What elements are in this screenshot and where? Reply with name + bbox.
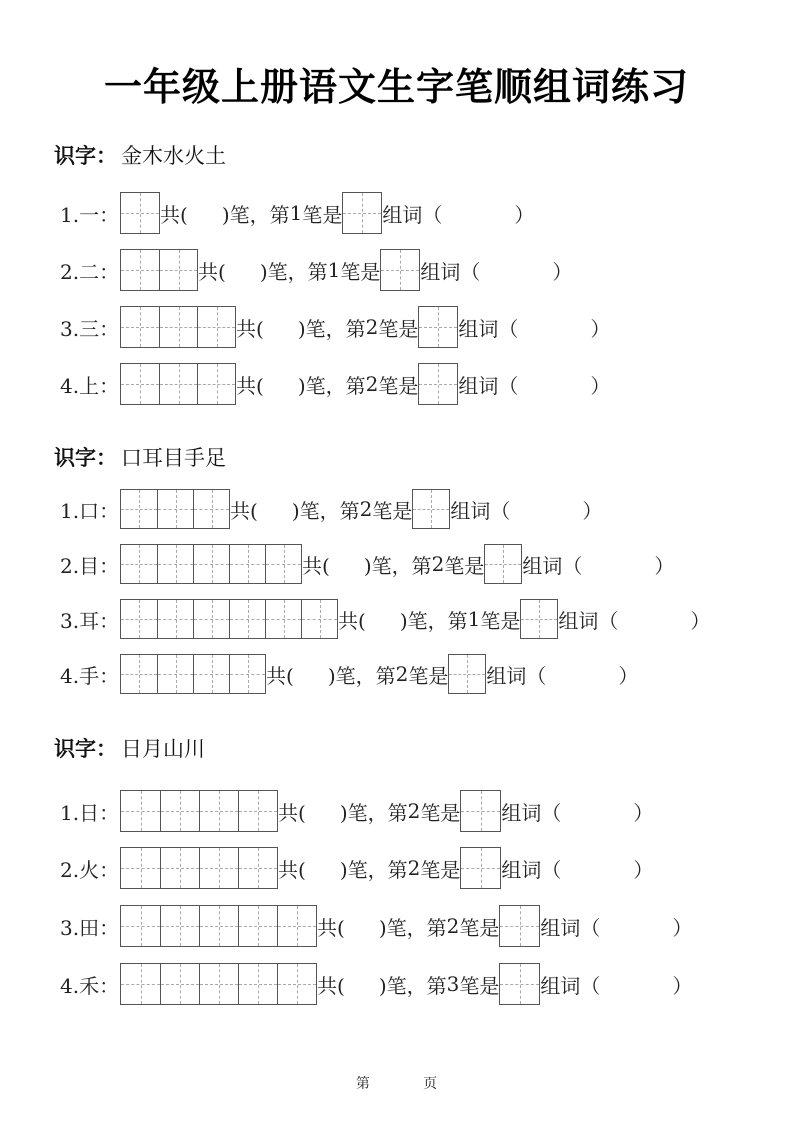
total-strokes-suffix: )笔，第 <box>259 259 328 284</box>
word-group-suffix: ） <box>672 973 693 998</box>
stroke-answer-grid <box>460 847 501 889</box>
stroke-answer-cell[interactable] <box>449 655 485 693</box>
stroke-index: 1 <box>467 607 481 631</box>
stroke-answer-cell[interactable] <box>500 964 539 1004</box>
footer-page-prefix: 第 <box>355 1076 370 1092</box>
stroke-writing-cell[interactable] <box>197 364 235 404</box>
stroke-writing-cell[interactable] <box>199 791 238 831</box>
stroke-answer-cell[interactable] <box>413 490 449 528</box>
stroke-answer-grid <box>484 544 522 584</box>
total-strokes-prefix: 共( <box>236 373 264 398</box>
footer-page-number-blank[interactable] <box>394 1076 398 1092</box>
section-heading-1 <box>54 140 226 170</box>
stroke-index-suffix: 笔是 <box>480 608 521 633</box>
stroke-writing-cell[interactable] <box>199 906 238 946</box>
stroke-writing-cell[interactable] <box>121 250 159 290</box>
stroke-order-grid <box>120 847 278 889</box>
stroke-index: 3 <box>446 972 460 996</box>
total-strokes-prefix: 共( <box>317 915 345 940</box>
word-group-suffix: ） <box>552 259 573 284</box>
total-strokes-prefix: 共( <box>160 202 188 227</box>
word-group-suffix: ） <box>633 857 654 882</box>
section-chars: 金木水火土 <box>121 144 226 168</box>
stroke-answer-cell[interactable] <box>343 193 381 233</box>
word-group-prefix: 组词（ <box>540 915 601 940</box>
stroke-writing-cell[interactable] <box>157 490 193 528</box>
stroke-index-suffix: 笔是 <box>408 663 449 688</box>
word-group-prefix: 组词（ <box>486 663 547 688</box>
stroke-writing-cell[interactable] <box>157 545 193 583</box>
stroke-index-suffix: 笔是 <box>378 373 419 398</box>
word-group-suffix: ） <box>590 373 611 398</box>
stroke-answer-grid <box>418 363 458 405</box>
stroke-order-grid <box>120 654 266 694</box>
stroke-index-suffix: 笔是 <box>302 202 343 227</box>
exercise-number: 4.手： <box>60 663 120 688</box>
word-group-prefix: 组词（ <box>501 800 562 825</box>
stroke-writing-cell[interactable] <box>159 307 197 347</box>
exercise-number: 1.日： <box>60 800 120 825</box>
exercise-row <box>60 544 674 584</box>
stroke-order-grid <box>120 905 317 947</box>
word-group-prefix: 组词（ <box>501 857 562 882</box>
stroke-writing-cell[interactable] <box>199 964 238 1004</box>
stroke-index-suffix: 笔是 <box>340 259 381 284</box>
stroke-writing-cell[interactable] <box>160 848 199 888</box>
exercise-row <box>60 654 638 694</box>
stroke-answer-grid <box>380 249 420 291</box>
stroke-answer-cell[interactable] <box>419 307 457 347</box>
stroke-writing-cell[interactable] <box>229 600 265 638</box>
stroke-writing-cell[interactable] <box>265 600 301 638</box>
stroke-answer-cell[interactable] <box>381 250 419 290</box>
stroke-writing-cell[interactable] <box>121 307 159 347</box>
word-group-suffix: ） <box>514 202 535 227</box>
exercise-number: 2.目： <box>60 553 120 578</box>
word-group-suffix: ） <box>582 498 603 523</box>
stroke-answer-grid <box>412 489 450 529</box>
section-heading-3 <box>54 733 205 763</box>
total-strokes-prefix: 共( <box>198 259 226 284</box>
stroke-writing-cell[interactable] <box>160 791 199 831</box>
exercise-row <box>60 192 534 234</box>
word-group-prefix: 组词（ <box>450 498 511 523</box>
exercise-number: 2.火： <box>60 857 120 882</box>
exercise-row <box>60 363 610 405</box>
stroke-index: 2 <box>446 914 460 938</box>
total-strokes-prefix: 共( <box>266 663 294 688</box>
stroke-answer-cell[interactable] <box>500 906 539 946</box>
exercise-row <box>60 306 610 348</box>
exercise-row <box>60 790 653 832</box>
stroke-order-grid <box>120 306 236 348</box>
stroke-writing-cell[interactable] <box>160 906 199 946</box>
total-strokes-suffix: )笔，第 <box>221 202 290 227</box>
total-strokes-prefix: 共( <box>317 973 345 998</box>
stroke-index-suffix: 笔是 <box>420 800 461 825</box>
stroke-answer-grid <box>520 599 558 639</box>
stroke-order-grid <box>120 192 160 234</box>
stroke-order-grid <box>120 599 338 639</box>
section-label: 识字： <box>54 446 117 470</box>
stroke-order-grid <box>120 544 302 584</box>
exercise-row <box>60 249 572 291</box>
stroke-writing-cell[interactable] <box>121 906 160 946</box>
stroke-writing-cell[interactable] <box>121 193 159 233</box>
word-group-prefix: 组词（ <box>382 202 443 227</box>
stroke-writing-cell[interactable] <box>121 848 160 888</box>
stroke-writing-cell[interactable] <box>121 600 157 638</box>
exercise-row <box>60 847 653 889</box>
stroke-index: 1 <box>289 201 303 225</box>
stroke-writing-cell[interactable] <box>238 906 277 946</box>
stroke-index: 2 <box>359 497 373 521</box>
stroke-answer-grid <box>418 306 458 348</box>
stroke-writing-cell[interactable] <box>197 307 235 347</box>
word-group-suffix: ） <box>690 608 711 633</box>
exercise-number: 1.口： <box>60 498 120 523</box>
word-group-suffix: ） <box>672 915 693 940</box>
word-group-suffix: ） <box>618 663 639 688</box>
stroke-index: 2 <box>407 856 421 880</box>
exercise-number: 3.田： <box>60 915 120 940</box>
total-strokes-suffix: )笔，第 <box>378 915 447 940</box>
section-label: 识字： <box>54 144 117 168</box>
total-strokes-suffix: )笔，第 <box>291 498 360 523</box>
total-strokes-suffix: )笔，第 <box>339 800 408 825</box>
stroke-order-grid <box>120 790 278 832</box>
section-heading-2 <box>54 442 226 472</box>
exercise-row <box>60 963 692 1005</box>
exercise-row <box>60 489 602 529</box>
total-strokes-prefix: 共( <box>230 498 258 523</box>
stroke-writing-cell[interactable] <box>121 545 157 583</box>
stroke-writing-cell[interactable] <box>238 964 277 1004</box>
stroke-answer-cell[interactable] <box>521 600 557 638</box>
word-group-suffix: ） <box>590 316 611 341</box>
stroke-writing-cell[interactable] <box>159 364 197 404</box>
total-strokes-suffix: )笔，第 <box>399 608 468 633</box>
stroke-writing-cell[interactable] <box>121 490 157 528</box>
total-strokes-prefix: 共( <box>236 316 264 341</box>
exercise-row <box>60 599 710 639</box>
word-group-prefix: 组词（ <box>458 373 519 398</box>
total-strokes-prefix: 共( <box>338 608 366 633</box>
stroke-order-grid <box>120 489 230 529</box>
exercise-number: 3.三： <box>60 316 120 341</box>
total-strokes-prefix: 共( <box>302 553 330 578</box>
stroke-writing-cell[interactable] <box>193 490 229 528</box>
stroke-index-suffix: 笔是 <box>420 857 461 882</box>
stroke-answer-cell[interactable] <box>485 545 521 583</box>
stroke-writing-cell[interactable] <box>238 791 277 831</box>
total-strokes-suffix: )笔，第 <box>297 316 366 341</box>
total-strokes-suffix: )笔，第 <box>378 973 447 998</box>
total-strokes-suffix: )笔，第 <box>363 553 432 578</box>
stroke-writing-cell[interactable] <box>277 964 316 1004</box>
total-strokes-prefix: 共( <box>278 800 306 825</box>
stroke-answer-cell[interactable] <box>419 364 457 404</box>
stroke-writing-cell[interactable] <box>193 545 229 583</box>
stroke-writing-cell[interactable] <box>238 848 277 888</box>
page-title: 一年级上册语文生字笔顺组词练习 <box>103 65 689 109</box>
stroke-answer-grid <box>499 963 540 1005</box>
stroke-writing-cell[interactable] <box>301 600 337 638</box>
word-group-suffix: ） <box>654 553 675 578</box>
total-strokes-suffix: )笔，第 <box>339 857 408 882</box>
exercise-number: 4.上： <box>60 373 120 398</box>
word-group-prefix: 组词（ <box>420 259 481 284</box>
stroke-writing-cell[interactable] <box>157 600 193 638</box>
stroke-order-grid <box>120 363 236 405</box>
stroke-index: 2 <box>365 315 379 339</box>
total-strokes-suffix: )笔，第 <box>297 373 366 398</box>
exercise-number: 4.禾： <box>60 973 120 998</box>
footer-page-suffix: 页 <box>423 1076 438 1092</box>
word-group-prefix: 组词（ <box>558 608 619 633</box>
stroke-writing-cell[interactable] <box>121 655 157 693</box>
stroke-index: 2 <box>407 799 421 823</box>
stroke-order-grid <box>120 249 198 291</box>
section-label: 识字： <box>54 737 117 761</box>
page-footer <box>0 1073 793 1093</box>
stroke-answer-grid <box>448 654 486 694</box>
stroke-writing-cell[interactable] <box>157 655 193 693</box>
stroke-writing-cell[interactable] <box>160 964 199 1004</box>
section-chars: 日月山川 <box>121 737 205 761</box>
stroke-answer-cell[interactable] <box>461 848 500 888</box>
exercise-number: 1.一： <box>60 202 120 227</box>
total-strokes-prefix: 共( <box>278 857 306 882</box>
stroke-answer-grid <box>342 192 382 234</box>
total-strokes-suffix: )笔，第 <box>327 663 396 688</box>
word-group-prefix: 组词（ <box>540 973 601 998</box>
stroke-index: 1 <box>327 258 341 282</box>
stroke-index-suffix: 笔是 <box>378 316 419 341</box>
stroke-writing-cell[interactable] <box>121 364 159 404</box>
stroke-answer-cell[interactable] <box>461 791 500 831</box>
stroke-order-grid <box>120 963 317 1005</box>
stroke-index-suffix: 笔是 <box>444 553 485 578</box>
stroke-answer-grid <box>499 905 540 947</box>
stroke-index: 2 <box>431 552 445 576</box>
word-group-prefix: 组词（ <box>522 553 583 578</box>
stroke-answer-grid <box>460 790 501 832</box>
stroke-index: 2 <box>395 662 409 686</box>
stroke-index-suffix: 笔是 <box>372 498 413 523</box>
stroke-index-suffix: 笔是 <box>459 973 500 998</box>
stroke-writing-cell[interactable] <box>193 600 229 638</box>
word-group-prefix: 组词（ <box>458 316 519 341</box>
stroke-writing-cell[interactable] <box>199 848 238 888</box>
section-chars: 口耳目手足 <box>121 446 226 470</box>
exercise-row <box>60 905 692 947</box>
stroke-writing-cell[interactable] <box>121 964 160 1004</box>
stroke-writing-cell[interactable] <box>159 250 197 290</box>
stroke-index: 2 <box>365 372 379 396</box>
stroke-writing-cell[interactable] <box>265 545 301 583</box>
stroke-writing-cell[interactable] <box>229 655 265 693</box>
exercise-number: 3.耳： <box>60 608 120 633</box>
stroke-writing-cell[interactable] <box>229 545 265 583</box>
exercise-number: 2.二： <box>60 259 120 284</box>
stroke-index-suffix: 笔是 <box>459 915 500 940</box>
stroke-writing-cell[interactable] <box>121 791 160 831</box>
stroke-writing-cell[interactable] <box>277 906 316 946</box>
stroke-writing-cell[interactable] <box>193 655 229 693</box>
word-group-suffix: ） <box>633 800 654 825</box>
